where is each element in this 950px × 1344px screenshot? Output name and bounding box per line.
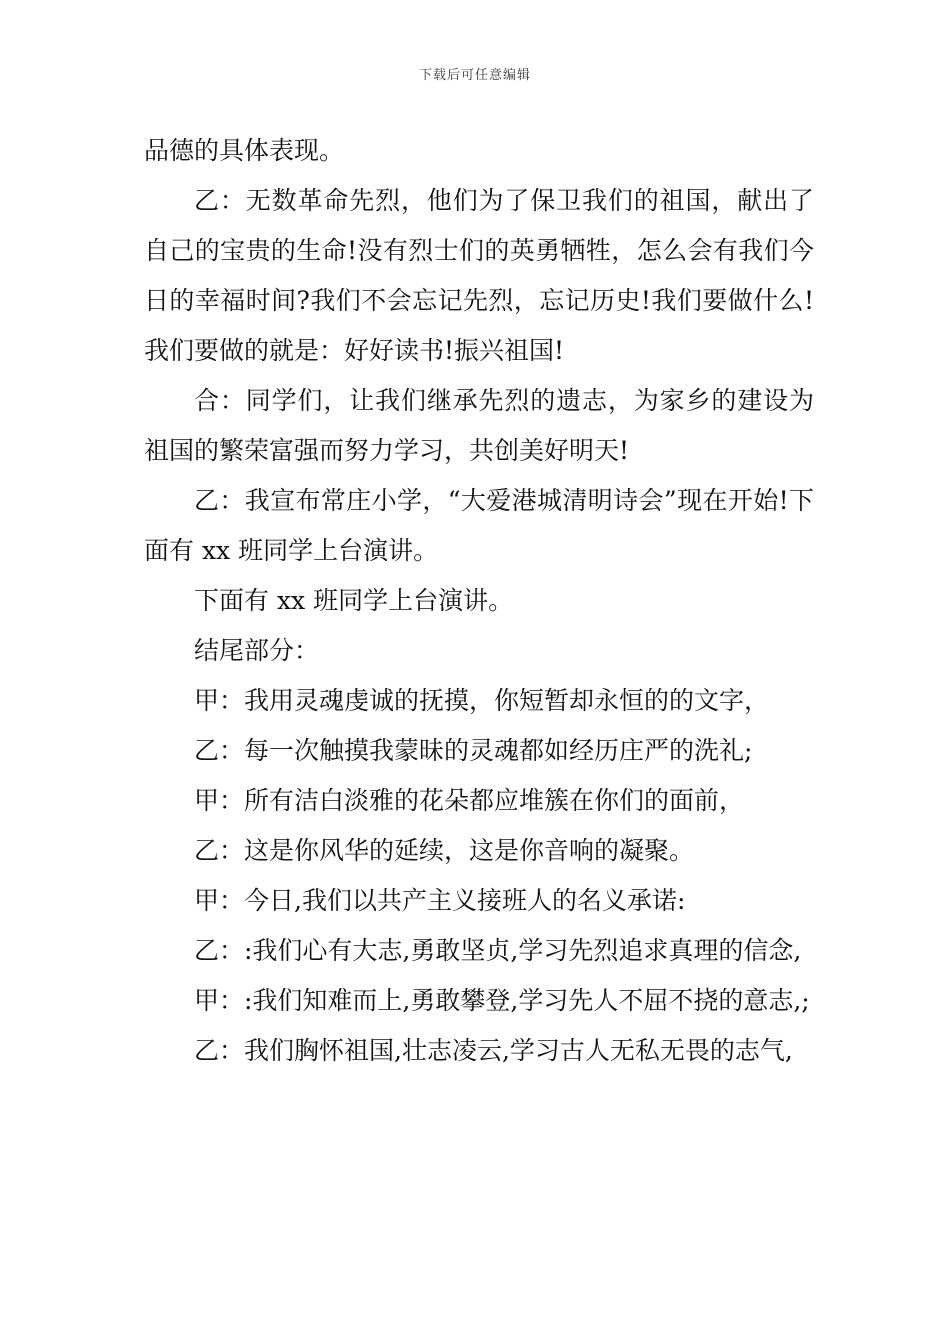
paragraph: 乙：:我们心有大志,勇敢坚贞,学习先烈追求真理的信念, [194,936,802,965]
paragraph: 乙：我们胸怀祖国,壮志凌云,学习古人无私无畏的志气, [194,1036,793,1065]
paragraph: 甲：今日,我们以共产主义接班人的名义承诺: [194,886,686,915]
paragraph: 下面有 xx 班同学上台演讲。 [194,586,514,615]
paragraph: 合：同学们，让我们继承先烈的遗志，为家乡的建设为祖国的繁荣富强而努力学习，共创美好明天! [144,386,814,465]
paragraph: 乙：这是你风华的延续，这是你音响的凝聚。 [194,836,695,865]
document-body [144,126,814,1076]
page-header: 下载后可任意编辑 [418,68,531,83]
paragraph: 甲：:我们知难而上,勇敢攀登,学习先人不屈不挠的意志,; [194,986,810,1015]
paragraph: 品德的具体表现。 [144,136,345,165]
paragraph: 结尾部分： [194,636,320,665]
paragraph: 甲：所有洁白淡雅的花朵都应堆簇在你们的面前， [194,786,745,815]
paragraph: 甲：我用灵魂虔诚的抚摸，你短暂却永恒的的文字， [194,686,770,715]
paragraph: 乙：无数革命先烈，他们为了保卫我们的祖国，献出了自己的宝贵的生命!没有烈士们的英勇牺牲，怎么会有我们今日的幸福时间?我们不会忘记先烈，忘记历史!我们要做什么!我们要做的就是：好好读书!振兴祖国! [144,186,814,365]
paragraph: 乙：每一次触摸我蒙昧的灵魂都如经历庄严的洗礼; [194,736,753,765]
paragraph: 乙：我宣布常庄小学，“大爱港城清明诗会”现在开始!下面有 xx 班同学上台演讲。 [144,486,814,565]
